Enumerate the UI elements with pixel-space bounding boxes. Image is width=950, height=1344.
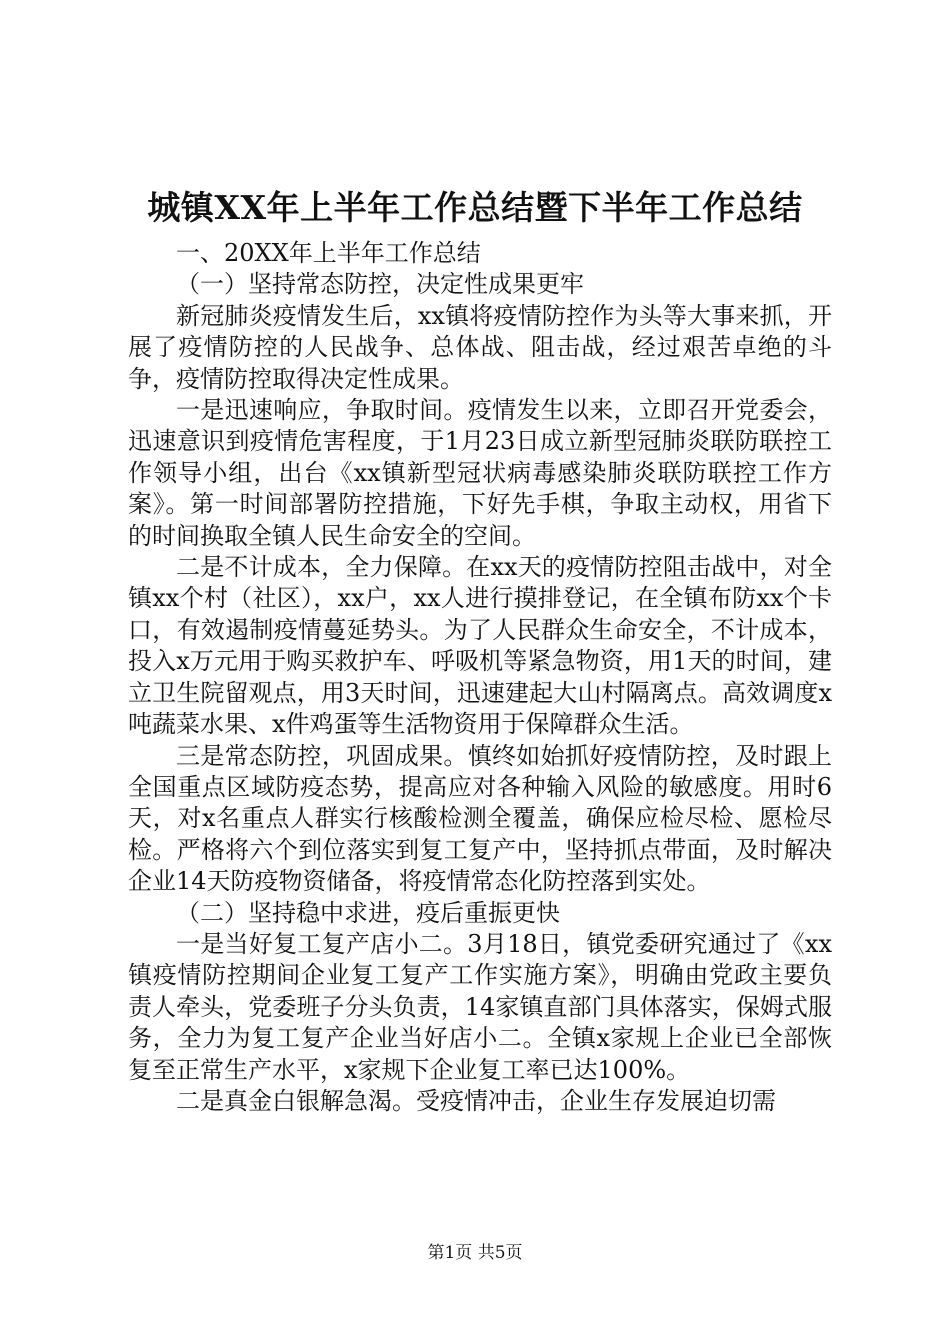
- document-title: 城镇XX年上半年工作总结暨下半年工作总结: [147, 188, 803, 227]
- body-paragraph: 一是当好复工复产店小二。3月18日，镇党委研究通过了《xx镇疫情防控期间企业复工复产工作实施方案》，明确由党政主要负责人牵头，党委班子分头负责，14家镇直部门具体落实，保姆式服务，全力为复工复产企业当好店小二。全镇x家规上企业已全部恢复至正常生产水平，x家规下企业复工率已达100%。: [128, 929, 832, 1084]
- subsection-heading: （一）坚持常态防控，决定性成果更牢: [176, 270, 584, 299]
- subsection-heading: （二）坚持稳中求进，疫后重振更快: [176, 898, 560, 927]
- page-footer: 第1页 共5页: [427, 1243, 523, 1263]
- body-paragraph: 二是真金白银解急渴。受疫情冲击，企业生存发展迫切需: [176, 1086, 776, 1115]
- document-body: [128, 238, 832, 1117]
- section-heading: 一、20XX年上半年工作总结: [176, 239, 481, 267]
- body-paragraph: 新冠肺炎疫情发生后，xx镇将疫情防控作为头等大事来抓，开展了疫情防控的人民战争、总体战、阻击战，经过艰苦卓绝的斗争，疫情防控取得决定性成果。: [128, 301, 832, 393]
- body-paragraph: 二是不计成本，全力保障。在xx天的疫情防控阻击战中，对全镇xx个村（社区），xx户，xx人进行摸排登记，在全镇布防xx个卡口，有效遏制疫情蔓延势头。为了人民群众生命安全，不计成本，投入x万元用于购买救护车、呼吸机等紧急物资，用1天的时间，建立卫生院留观点，用3天时间，迅速建起大山村隔离点。高效调度x吨蔬菜水果、x件鸡蛋等生活物资用于保障群众生活。: [128, 553, 832, 739]
- body-paragraph: 三是常态防控，巩固成果。慎终如始抓好疫情防控，及时跟上全国重点区域防疫态势，提高应对各种输入风险的敏感度。用时6天，对x名重点人群实行核酸检测全覆盖，确保应检尽检、愿检尽检。严格将六个到位落实到复工复产中，坚持抓点带面，及时解决企业14天防疫物资储备，将疫情常态化防控落到实处。: [128, 741, 832, 896]
- body-paragraph: 一是迅速响应，争取时间。疫情发生以来，立即召开党委会，迅速意识到疫情危害程度，于1月23日成立新型冠肺炎联防联控工作领导小组，出台《xx镇新型冠状病毒感染肺炎联防联控工作方案》。第一时间部署防控措施，下好先手棋，争取主动权，用省下的时间换取全镇人民生命安全的空间。: [128, 396, 832, 550]
